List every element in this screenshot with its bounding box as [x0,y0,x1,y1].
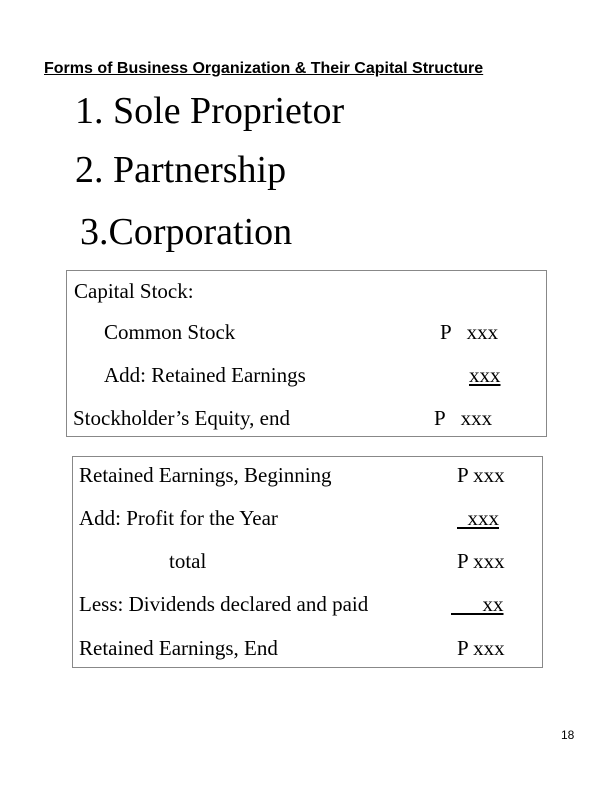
capital-stock-heading: Capital Stock: [74,279,194,303]
capital-structure-box [66,270,547,437]
add-retained-earnings-label: Add: Retained Earnings [104,363,306,387]
form-partnership: 2. Partnership [75,149,287,191]
re-beginning-label: Retained Earnings, Beginning [79,463,332,487]
re-end-value: P xxx [457,636,505,660]
re-end-label: Retained Earnings, End [79,636,278,660]
common-stock-label: Common Stock [104,320,236,344]
dividends-value: xx [451,592,504,616]
stockholders-equity-value: P xxx [434,406,493,430]
stockholders-equity-label: Stockholder’s Equity, end [73,406,290,430]
form-corporation: 3.Corporation [80,211,293,253]
common-stock-value: P xxx [440,320,499,344]
form-sole-proprietor: 1. Sole Proprietor [75,90,345,132]
profit-label: Add: Profit for the Year [79,506,278,530]
dividends-label: Less: Dividends declared and paid [79,592,369,616]
total-value: P xxx [457,549,505,573]
add-retained-earnings-value: xxx [469,363,501,387]
re-beginning-value: P xxx [457,463,505,487]
page-number: 18 [561,728,575,742]
page-title: Forms of Business Organization & Their Capital Structure [44,60,484,77]
retained-earnings-box [72,456,543,668]
total-label: total [169,549,207,573]
profit-value: xxx [457,506,499,530]
